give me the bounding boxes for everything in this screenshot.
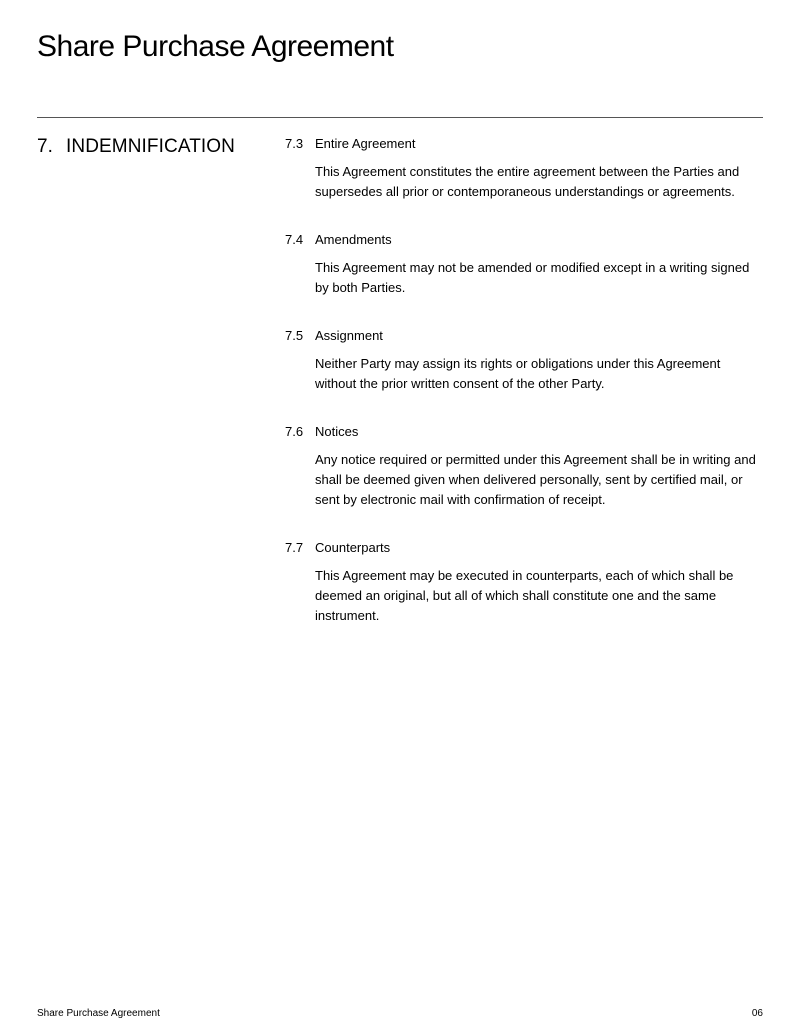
clause-heading: [285, 327, 765, 345]
clause-body: This Agreement constitutes the entire agreement between the Parties and supersedes all prior or contemporaneous understandings or agreements.: [315, 164, 740, 199]
clause-body: This Agreement may be executed in counterparts, each of which shall be deemed an original, but all of which shall constitute one and the same instrument.: [315, 568, 734, 623]
clause-title: Counterparts: [315, 540, 391, 555]
section-title: INDEMNIFICATION: [66, 136, 235, 157]
clause-7-6: [285, 423, 765, 510]
clause-list: [285, 135, 765, 655]
clause-heading: [285, 135, 765, 153]
clause-heading: [285, 423, 765, 441]
clause-7-5: [285, 327, 765, 394]
clause-number: 7.7: [285, 540, 304, 555]
clause-heading: [285, 539, 765, 557]
footer-document-title: Share Purchase Agreement: [37, 1008, 160, 1019]
clause-title: Entire Agreement: [315, 136, 416, 151]
clause-body: This Agreement may not be amended or modified except in a writing signed by both Parties.: [315, 260, 750, 295]
section-heading: [37, 135, 235, 159]
clause-heading: [285, 231, 765, 249]
clause-number: 7.5: [285, 328, 304, 343]
page-title: Share Purchase Agreement: [37, 30, 394, 63]
clause-title: Assignment: [315, 328, 383, 343]
header-divider: [37, 117, 763, 118]
clause-7-7: [285, 539, 765, 626]
footer-page-number: 06: [751, 1008, 763, 1019]
clause-number: 7.3: [285, 136, 304, 151]
clause-number: 7.4: [285, 232, 304, 247]
clause-7-3: [285, 135, 765, 202]
clause-number: 7.6: [285, 424, 304, 439]
section-number: 7.: [37, 136, 54, 157]
clause-7-4: [285, 231, 765, 298]
clause-body: Any notice required or permitted under this Agreement shall be in writing and shall be deemed given when delivered personally, sent by certified mail, or sent by electronic mail with confirmation of receipt.: [315, 452, 756, 507]
clause-title: Amendments: [315, 232, 392, 247]
clause-title: Notices: [315, 424, 359, 439]
clause-body: Neither Party may assign its rights or obligations under this Agreement without the prior written consent of the other Party.: [315, 356, 721, 391]
